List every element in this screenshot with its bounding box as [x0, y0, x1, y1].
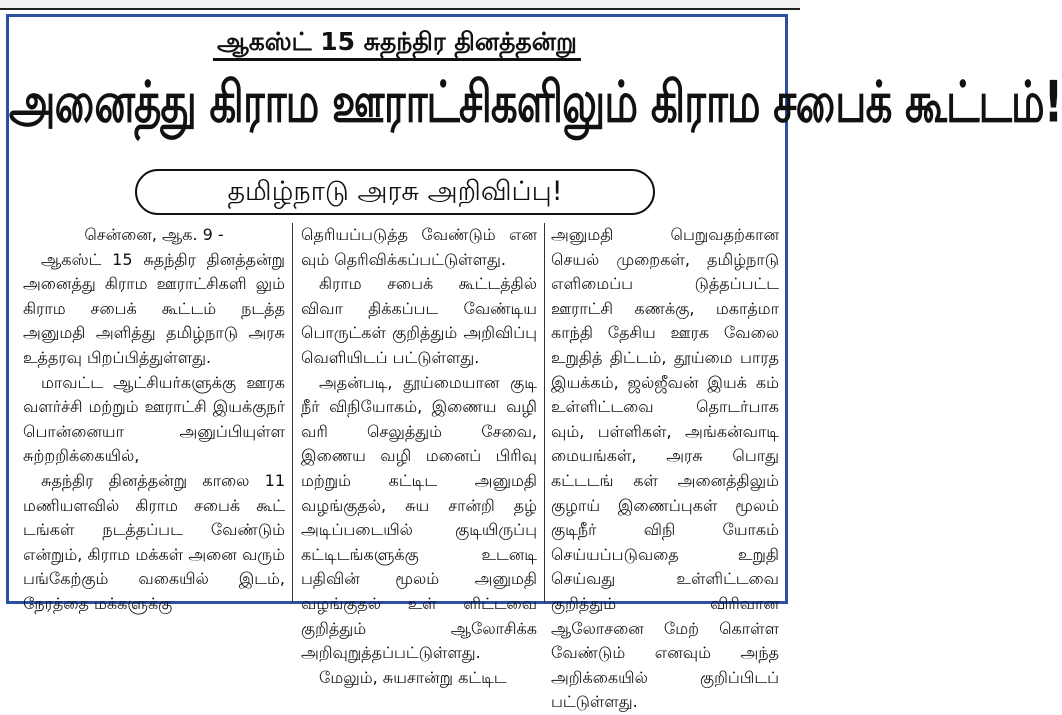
paragraph: அதன்படி, தூய்மையான குடி நீர் விநியோகம், இணைய வழி வரி செலுத்தும் சேவை, இணைய வழி மனைப் பிரிவு மற்றும் கட்டிட அனுமதி வழங்குதல், சுய சான்றி தழ் அடிப்படையில் குடியிருப்பு கட்டிடங்களுக்கு உடனடி பதிவின் மூலம் அனுமதி வழங்குதல் உள் ளிட்டவை குறித்தும் ஆலோசிக்க அறிவுறுத்தப்பட்டுள்ளது.	[301, 372, 537, 663]
paragraph: சுதந்திர தினத்தன்று காலை 11 மணியளவில் கிராம சபைக் கூட் டங்கள் நடத்தப்பட வேண்டும் என்றும், கிராம மக்கள் அனை வரும் பங்கேற்கும் வகையில் இடம், நேரத்தை மக்களுக்கு	[23, 470, 285, 613]
column-divider	[544, 223, 545, 603]
article-kicker	[9, 27, 785, 60]
article-column-2	[301, 223, 537, 690]
top-page-rule	[0, 0, 800, 10]
column-divider	[292, 223, 293, 603]
paragraph: ஆகஸ்ட் 15 சுதந்திர தினத்தன்று அனைத்து கிராம ஊராட்சிகளி லும் கிராம சபைக் கூட்டம் நடத்த அனுமதி அளித்து தமிழ்நாடு அரசு உத்தரவு பிறப்பித்துள்ளது.	[23, 249, 285, 367]
article-column-3	[551, 223, 779, 715]
kicker-text: ஆகஸ்ட் 15 சுதந்திர தினத்தன்று	[213, 27, 581, 61]
paragraph: மேலும், சுயசான்று கட்டிட	[319, 667, 507, 687]
paragraph: மாவட்ட ஆட்சியர்களுக்கு ஊரக வளர்ச்சி மற்றும் ஊராட்சி இயக்குநர் பொன்னையா அனுப்பியுள்ள சுற்றறிக்கையில்,	[23, 372, 285, 466]
article-headline: அனைத்து கிராம ஊராட்சிகளிலும் கிராம சபைக் கூட்டம்!	[9, 69, 1062, 136]
article-subheadline: தமிழ்நாடு அரசு அறிவிப்பு!	[135, 169, 655, 215]
news-article-box	[6, 14, 1062, 712]
paragraph: கிராம சபைக் கூட்டத்தில் விவா திக்கப்பட வேண்டிய பொருட்கள் குறித்தும் அறிவிப்பு வெளியிடப் பட்டுள்ளது.	[301, 274, 537, 367]
paragraph: அனுமதி பெறுவதற்கான செயல் முறைகள், தமிழ்நாடு எளிமைப்ப டுத்தப்பட்ட ஊராட்சி கணக்கு, மகாத்மா காந்தி தேசிய ஊரக வேலை உறுதித் திட்டம், தூய்மை பாரத இயக்கம், ஜல்ஜீவன் இயக் கம் உள்ளிட்டவை தொடர்பாக வும், பள்ளிகள், அங்கன்வாடி மையங்கள், அரசு பொது கட்டடங் கள் அனைத்திலும் குழாய் இணைப்புகள் மூலம் குடிநீர் விநி யோகம் செய்யப்படுவதை உறுதி செய்வது உள்ளிட்டவை குறித்தும் விரிவான ஆலோசனை மேற் கொள்ள வேண்டும் எனவும் அந்த அறிக்கையில் குறிப்பிடப் பட்டுள்ளது.	[551, 225, 779, 712]
dateline: சென்னை, ஆக. 9 -	[84, 225, 224, 244]
paragraph: தெரியப்படுத்த வேண்டும் என வும் தெரிவிக்கப்பட்டுள்ளது.	[301, 225, 537, 269]
article-column-1	[23, 223, 285, 617]
